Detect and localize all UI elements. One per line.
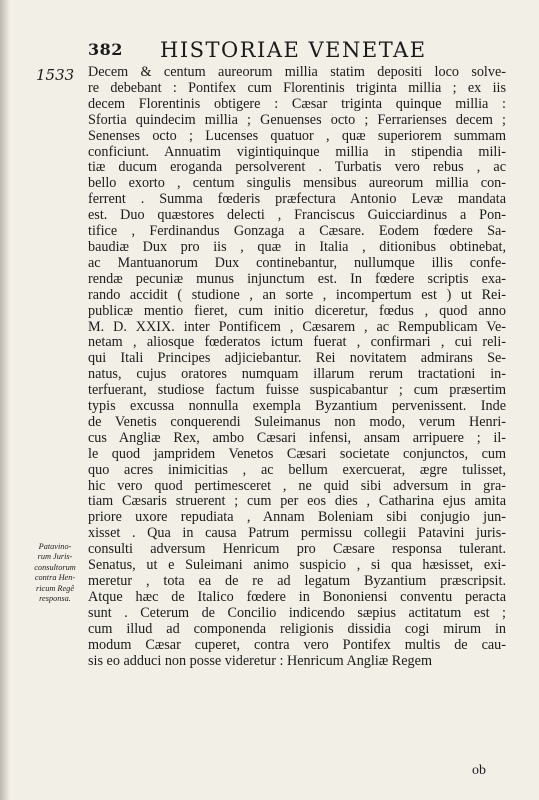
text-line: xisset . Qua in causa Patrum permissu collegii Patavini juris-	[88, 526, 506, 542]
text-line: priore uxore repudiata , Annam Boleniam sibi conjugio jun-	[88, 510, 506, 526]
text-line: cum illud ad componenda religionis dissidia cogi mirum in	[88, 621, 506, 637]
marginal-note-line: rum Juris-	[37, 552, 73, 562]
text-line: meretur , tota ea de re ad legatum Byzantium præscripsit.	[88, 574, 506, 589]
body-text	[88, 65, 506, 669]
text-line: tifice , Ferdinandus Gonzaga a Cæsare. Eodem fœdere Sa-	[88, 224, 506, 240]
text-line: modum Cæsar cuperet, contra vero Pontifex multis de cau-	[88, 637, 506, 653]
marginal-note-line: contra Hen-	[34, 573, 76, 583]
year-marginal: 1533	[36, 66, 75, 84]
page-number: 382	[88, 40, 123, 59]
text-line: Senenses octo ; Lucenses quatuor , quæ superiorem summam	[88, 128, 506, 144]
text-line: bello exorto , centum singulis mensibus aureorum millia con-	[88, 176, 506, 192]
marginal-note-line: ricum Regê	[35, 583, 74, 593]
text-line: cus Angliæ Rex, ambo Cæsari infensi, ansam arripuere ; il-	[88, 430, 506, 446]
text-line: ferrent . Summa fœderis præfectura Antonio Levæ mandata	[88, 192, 506, 208]
text-line: netam , aliosque fœderatos ictum fuerat , confirmari , cui reli-	[88, 335, 506, 351]
text-line: de Venetis conquerendi Suleimanus non modo, verum Henri-	[88, 414, 506, 430]
text-line: tiam Cæsaris struerent ; cum per eos dies , Catharina ejus amita	[88, 494, 506, 510]
text-line: tiæ ducum eroganda persolverent . Turbatis vero rebus , ac	[88, 160, 506, 176]
text-line: M. D. XXIX. inter Pontificem , Cæsarem , ac Rempublicam Ve-	[88, 319, 506, 335]
text-line: consulti adversum Henricum pro Cæsare responsa tulerant.	[88, 542, 506, 558]
text-line: baudiæ Dux pro iis , quæ in Italia , ditionibus obtinebat,	[88, 239, 506, 255]
text-line: re debebant : Pontifex cum Florentinis triginta millia ; ex iis	[88, 80, 506, 96]
text-line: terfuerant, studiose factum fuisse suspicabantur ; cum præsertim	[88, 383, 506, 399]
text-line: Senatus, ut e Suleimani animo suspicio , si qua hæsisset, exi-	[88, 558, 506, 574]
text-line: rando accidit ( studione , an sorte , incompertum est ) ut Rei-	[88, 287, 506, 303]
text-line: quo acres inimicitias , ac bellum exercuerat, ægre tulisset,	[88, 462, 506, 478]
text-line: sunt . Ceterum de Concilio indicendo sæpius actitatum est ;	[88, 605, 506, 621]
running-title: HISTORIAE VENETAE	[160, 38, 427, 62]
text-line: natus, cujus oratores numquam illarum rerum tractationi in-	[88, 367, 506, 383]
text-line: qui Itali Principes adjiciebantur. Rei novitatem admirans Se-	[88, 351, 506, 367]
marginal-note	[28, 542, 82, 604]
text-line: le quod jampridem Venetos Cæsari societate conjunctos, cum	[88, 446, 506, 462]
marginal-note-line: responsa.	[39, 594, 71, 604]
catchword: ob	[472, 763, 486, 778]
text-line: decem Florentinis obtigere : Cæsar triginta quinque millia :	[88, 96, 506, 112]
marginal-note-line: consultorum	[34, 562, 76, 572]
text-line: conficiunt. Annuatim vigintiquinque millia in stipendia mili-	[88, 144, 506, 160]
page-header	[88, 38, 508, 64]
text-line: est. Duo quæstores delecti , Franciscus Guicciardinus a Pon-	[88, 208, 506, 224]
text-line: Atque hæc de Italico fœdere in Bononiensi conventu peracta	[88, 589, 506, 605]
text-line: rendæ pecuniæ munus injunctum est. In fœdere scriptis exa-	[88, 271, 506, 287]
text-line: Decem & centum aureorum millia statim depositi loco solve-	[88, 65, 506, 80]
marginal-note-line: Patavino-	[38, 542, 72, 551]
text-line: sis eo adduci non posse videretur : Henricum Angliæ Regem	[88, 653, 432, 669]
text-line: typis excussa nonnulla exempla Byzantium pervenissent. Inde	[88, 399, 506, 415]
text-line: Sfortia quindecim millia ; Genuenses octo ; Ferrarienses decem ;	[88, 112, 506, 128]
text-line: publicæ mentio fieret, cum initio diceretur, fœdus , quod anno	[88, 303, 506, 319]
text-line: hic vero quod pertimesceret , ne quid sibi adversum in gra-	[88, 478, 506, 494]
text-line: ac Mantuanorum Dux continebantur, nullumque illis confe-	[88, 255, 506, 271]
